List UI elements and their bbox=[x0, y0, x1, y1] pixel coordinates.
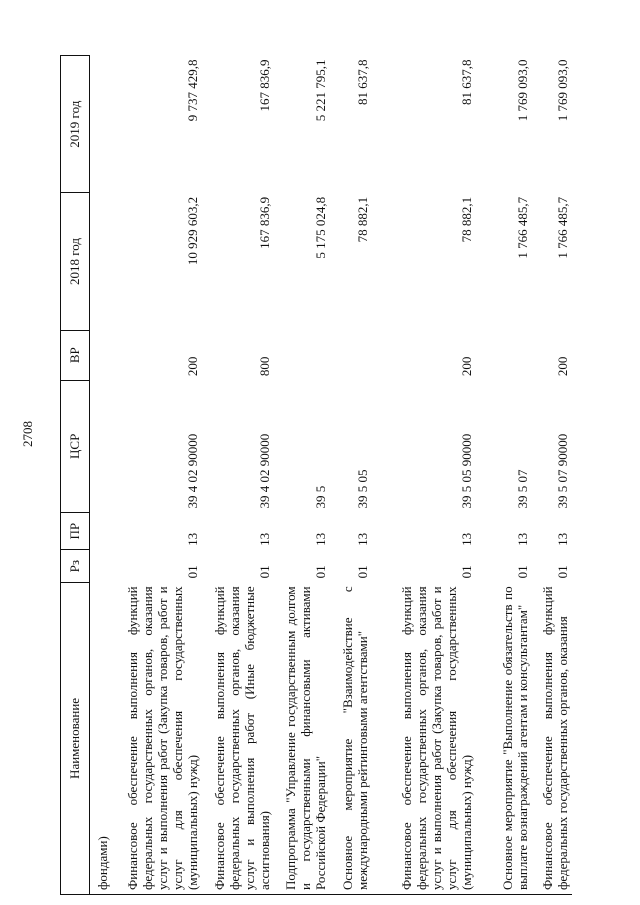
row-pr: 13 bbox=[257, 532, 272, 546]
row-rz: 01 bbox=[555, 565, 570, 579]
row-2019: 81 637,8 bbox=[355, 59, 370, 105]
row-csr: 39 5 bbox=[313, 485, 328, 509]
row-2019: 1 769 093,0 bbox=[515, 59, 530, 122]
row-csr: 39 5 05 bbox=[355, 469, 370, 509]
row-name: Основное мероприятие "Взаимодействие с международными рейтинговыми агентствами" bbox=[330, 582, 372, 894]
row-rz: 01 bbox=[313, 565, 328, 579]
row-name: Финансовое обеспечение выполнения функций федеральных государственных органов, оказания bbox=[532, 582, 572, 894]
page-number: 2708 bbox=[20, 421, 35, 447]
table-row bbox=[476, 56, 532, 895]
row-vr: 200 bbox=[459, 356, 474, 377]
row-vr bbox=[274, 330, 330, 380]
row-rz: 01 bbox=[515, 565, 530, 579]
row-2018: 1 766 485,7 bbox=[555, 196, 570, 259]
row-name: фондами) bbox=[90, 582, 113, 894]
row-rz: 01 bbox=[355, 565, 370, 579]
table-row bbox=[112, 56, 202, 895]
row-2019 bbox=[90, 56, 113, 193]
row-pr: 13 bbox=[313, 532, 328, 546]
row-vr: 800 bbox=[257, 356, 272, 377]
row-2019: 9 737 429,8 bbox=[185, 59, 200, 122]
row-rz: 01 bbox=[185, 565, 200, 579]
row-2019: 167 836,9 bbox=[257, 59, 272, 112]
header-rz: Рз bbox=[61, 550, 90, 582]
header-2019: 2019 год bbox=[61, 56, 90, 193]
header-2018: 2018 год bbox=[61, 193, 90, 330]
table-header-row bbox=[61, 56, 90, 895]
row-pr: 13 bbox=[185, 532, 200, 546]
header-csr: ЦСР bbox=[61, 380, 90, 512]
row-csr: 39 4 02 90000 bbox=[257, 433, 272, 509]
row-vr: 200 bbox=[185, 356, 200, 377]
header-pr: ПР bbox=[61, 512, 90, 549]
row-name: Финансовое обеспечение выполнения функций федеральных государственных органов, оказания услуг и выполнения работ (Закупка товаров, работ и услуг для обеспечения государственных (муниципальных) нужд) bbox=[372, 582, 476, 894]
table-row bbox=[372, 56, 476, 895]
row-csr: 39 5 07 bbox=[515, 469, 530, 509]
row-2018: 78 882,1 bbox=[459, 196, 474, 243]
row-csr: 39 5 05 90000 bbox=[459, 433, 474, 509]
row-pr: 13 bbox=[355, 532, 370, 546]
row-2018: 167 836,9 bbox=[257, 196, 272, 249]
row-2019: 81 637,8 bbox=[459, 59, 474, 105]
row-vr bbox=[476, 330, 532, 380]
row-name: Финансовое обеспечение выполнения функций федеральных государственных органов, оказания услуг и выполнения работ (Закупка товаров, работ и услуг для обеспечения государственных (муниципальных) нужд) bbox=[112, 582, 202, 894]
row-name: Финансовое обеспечение выполнения функций федеральных государственных органов, оказания услуг и выполнения работ (Иные бюджетные ассигнования) bbox=[202, 582, 274, 894]
header-name: Наименование bbox=[61, 582, 90, 894]
row-2018: 1 766 485,7 bbox=[515, 196, 530, 259]
row-pr: 13 bbox=[459, 532, 474, 546]
rotated-page-content bbox=[60, 55, 588, 895]
table-row bbox=[532, 56, 572, 895]
row-rz bbox=[90, 550, 113, 582]
row-2018: 10 929 603,2 bbox=[185, 196, 200, 266]
row-2018: 78 882,1 bbox=[355, 196, 370, 243]
row-2018: 5 175 024,8 bbox=[313, 196, 328, 259]
row-name: Подпрограмма "Управление государственным долгом и государственными финансовыми активами Российской Федерации" bbox=[274, 582, 330, 894]
row-pr: 13 bbox=[515, 532, 530, 546]
budget-table bbox=[60, 55, 572, 895]
row-csr: 39 5 07 90000 bbox=[555, 433, 570, 509]
table-row bbox=[330, 56, 372, 895]
table-row bbox=[202, 56, 274, 895]
header-vr: ВР bbox=[61, 330, 90, 380]
row-2019: 5 221 795,1 bbox=[313, 59, 328, 122]
row-2019: 1 769 093,0 bbox=[555, 59, 570, 122]
row-vr bbox=[330, 330, 372, 380]
row-pr bbox=[90, 512, 113, 549]
row-vr: 200 bbox=[555, 356, 570, 377]
row-csr: 39 4 02 90000 bbox=[185, 433, 200, 509]
row-csr bbox=[90, 380, 113, 512]
row-pr: 13 bbox=[555, 532, 570, 546]
row-rz: 01 bbox=[257, 565, 272, 579]
table-row bbox=[90, 56, 113, 895]
row-name: Основное мероприятие "Выполнение обязательств по выплате вознаграждений агентам и консультантам" bbox=[476, 582, 532, 894]
row-vr bbox=[90, 330, 113, 380]
row-rz: 01 bbox=[459, 565, 474, 579]
table-row bbox=[274, 56, 330, 895]
row-2018 bbox=[90, 193, 113, 330]
